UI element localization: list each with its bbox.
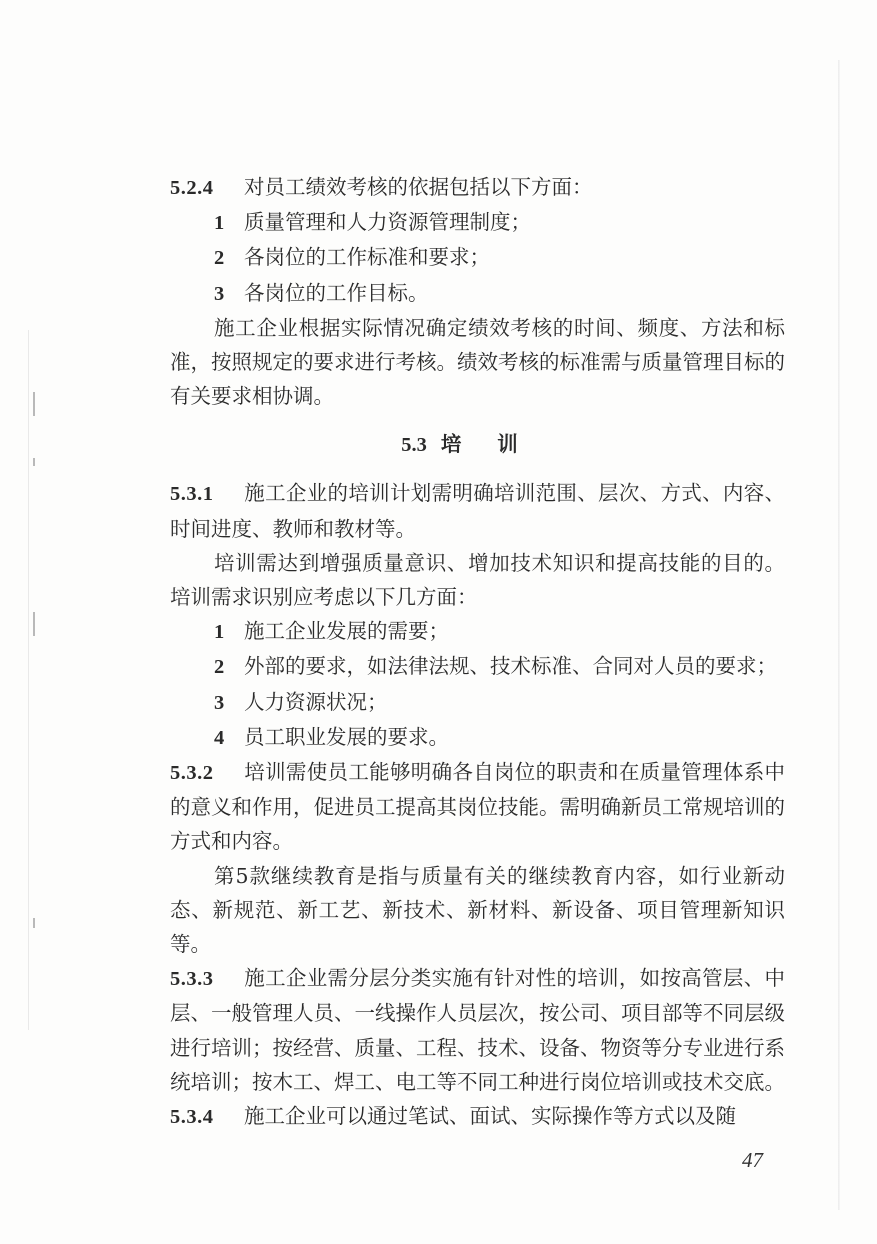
clause-number: 5.3.4 xyxy=(170,1106,214,1129)
page-edge-shadow-left xyxy=(28,330,29,1030)
clause-number: 5.3.2 xyxy=(170,762,214,785)
item-text: 质量管理和人力资源管理制度； xyxy=(244,210,531,235)
clause-number: 5.3.3 xyxy=(170,968,214,991)
clause-text: 施工企业的培训计划需明确培训范围、层次、方式、内容、时间进度、教师和教材等。 xyxy=(170,481,785,541)
page-number: 47 xyxy=(742,1148,763,1172)
section-title: 培训 xyxy=(440,432,554,457)
item-number: 3 xyxy=(214,282,225,305)
clause-text: 培训需使员工能够明确各自岗位的职责和在质量管理体系中的意义和作用，促进员工提高其岗位技能。需明确新员工常规培训的方式和内容。 xyxy=(170,760,785,854)
section-number: 5.3 xyxy=(401,434,427,457)
item-number: 1 xyxy=(214,621,225,644)
item-text: 各岗位的工作标准和要求； xyxy=(244,245,490,270)
item-number: 2 xyxy=(214,656,225,679)
clause-text: 施工企业需分层分类实施有针对性的培训，如按高管层、中层、一般管理人员、一线操作人员层次，按公司、项目部等不同层级进行培训；按经营、质量、工程、技术、设备、物资等分专业进行系统培训；按木工、焊工、电工等不同工种进行岗位培训或技术交底。 xyxy=(170,966,785,1094)
scan-mark xyxy=(33,918,35,928)
clause-5-2-4 xyxy=(170,170,785,205)
clause-5-3-2 xyxy=(170,755,785,859)
list-item xyxy=(170,614,785,649)
item-number: 4 xyxy=(214,726,225,749)
clause-explanation: 施工企业根据实际情况确定绩效考核的时间、频度、方法和标准，按照规定的要求进行考核。绩效考核的标准需与质量管理目标的有关要求相协调。 xyxy=(170,315,785,409)
list-item xyxy=(170,685,785,720)
page-content xyxy=(170,170,785,1134)
item-text: 员工职业发展的要求。 xyxy=(244,724,449,749)
item-text: 外部的要求，如法律法规、技术标准、合同对人员的要求； xyxy=(244,654,777,679)
list-item xyxy=(170,649,785,684)
clause-number: 5.2.4 xyxy=(170,177,214,199)
list-item xyxy=(170,720,785,755)
item-number: 2 xyxy=(214,247,225,270)
scan-mark xyxy=(33,612,35,636)
item-number: 1 xyxy=(214,212,225,235)
item-number: 3 xyxy=(214,691,225,714)
clause-explanation: 第5款继续教育是指与质量有关的继续教育内容，如行业新动态、新规范、新工艺、新技术、新材料、新设备、项目管理新知识等。 xyxy=(170,863,785,957)
section-heading xyxy=(170,427,785,462)
item-text: 施工企业发展的需要； xyxy=(244,619,449,644)
list-item xyxy=(170,276,785,311)
clause-text: 施工企业可以通过笔试、面试、实际操作等方式以及随 xyxy=(244,1104,736,1129)
clause-5-3-1 xyxy=(170,476,785,545)
list-item xyxy=(170,240,785,275)
clause-5-3-3 xyxy=(170,961,785,1099)
clause-number: 5.3.1 xyxy=(170,483,214,506)
scan-mark xyxy=(33,458,35,466)
clause-5-3-4 xyxy=(170,1099,785,1134)
clause-explanation: 培训需达到增强质量意识、增加技术知识和提高技能的目的。培训需求识别应考虑以下几方面： xyxy=(170,550,785,610)
list-item xyxy=(170,205,785,240)
scan-mark xyxy=(33,392,35,416)
item-text: 各岗位的工作目标。 xyxy=(244,280,429,305)
page-edge-shadow xyxy=(838,60,840,1210)
clause-text: 对员工绩效考核的依据包括以下方面： xyxy=(244,175,593,199)
item-text: 人力资源状况； xyxy=(244,689,388,714)
